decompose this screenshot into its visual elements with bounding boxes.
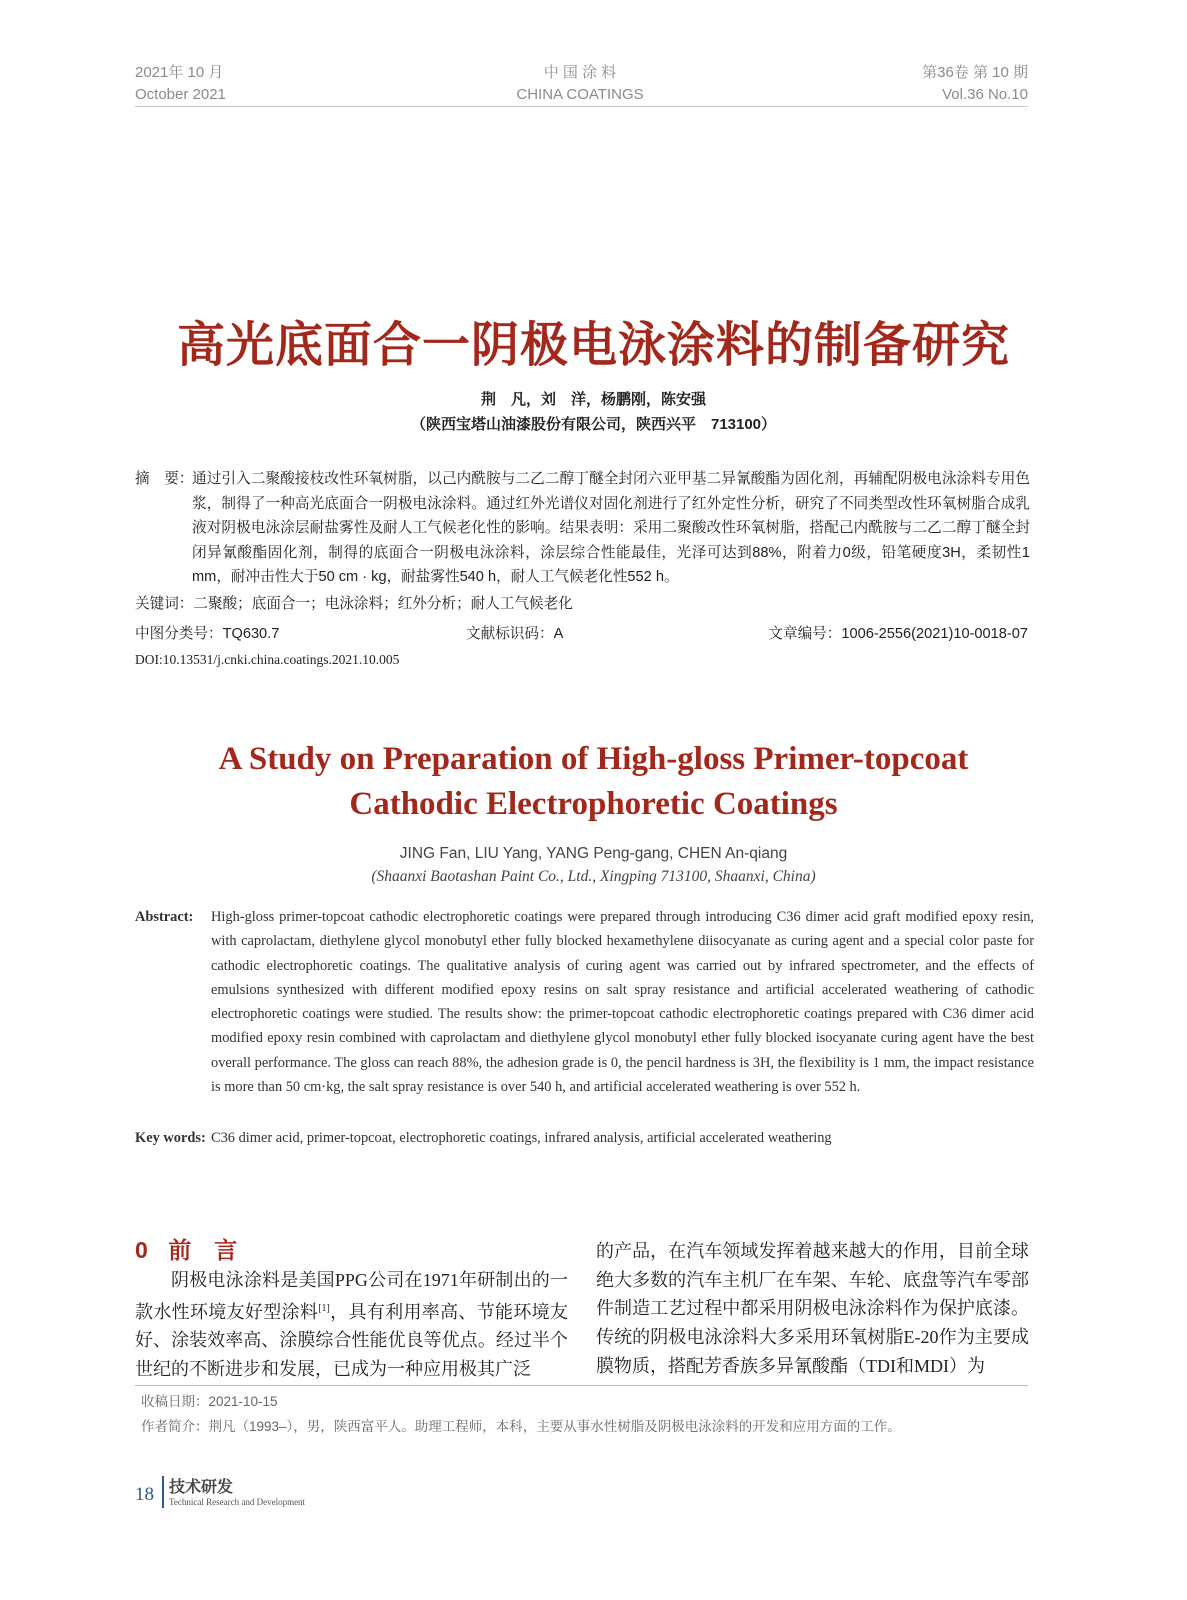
header-volume-en: Vol.36 No.10 bbox=[942, 86, 1028, 103]
abstract-cn-text: 通过引入二聚酸接枝改性环氧树脂，以己内酰胺与二乙二醇丁醚全封闭六亚甲基二异氰酸酯为固化剂，再辅配阴极电泳涂料专用色浆，制得了一种高光底面合一阴极电泳涂料。通过红外光谱仪对固化剂进行了红外定性分析，研究了不同类型改性环氧树脂合成乳液对阴极电泳涂层耐盐雾性及耐人工气候老化性的影响。结果表明：采用二聚酸改性环氧树脂，搭配己内酰胺与二乙二醇丁醚全封闭异氰酸酯固化剂，制得的底面合一阴极电泳涂料，涂层综合性能最佳，光泽可达到88%，附着力0级，铅笔硬度3H，柔韧性1 mm，耐冲击性大于50 cm · kg，耐盐雾性540 h，耐人工气候老化性552 h。 bbox=[192, 471, 1030, 585]
footer-section-en: Technical Research and Development bbox=[169, 1497, 306, 1507]
abstract-en-text: High-gloss primer-topcoat cathodic electrophoretic coatings were prepared through introducing C36 dimer acid graft modified epoxy resin, with caprolactam, diethylene glycol monobutyl ether fully blocked hexamethylene diisocyanate as curing agent and a special color paste for cathodic electrophoretic coatings. The qualitative analysis of curing agent was carried out by infrared spectrometer, and the effects of emulsions synthesized with different modified epoxy resins on salt spray resistance and artificial accelerated weathering of cathodic electrophoretic coatings were studied. The results show: the primer-topcoat cathodic electrophoretic coatings prepared with C36 dimer acid modified epoxy resin combined with caprolactam and diethylene glycol monobutyl ether fully blocked isocyanate curing agent have the best overall performance. The gloss can reach 88%, the adhesion grade is 0, the pencil hardness is 3H, the flexibility is 1 mm, the impact resistance is more than 50 cm·kg, the salt spray resistance is over 540 h, and artificial accelerated weathering is over 552 h. bbox=[211, 909, 1034, 1096]
authors-cn: 荆 凡，刘 洋，杨鹏刚，陈安强 bbox=[480, 391, 706, 408]
received-date: 收稿日期：2021-10-15 bbox=[141, 1394, 278, 1409]
header-divider bbox=[135, 106, 1028, 107]
title-en-line-2: Cathodic Electrophoretic Coatings bbox=[349, 786, 838, 822]
header-journal-en: CHINA COATINGS bbox=[516, 86, 644, 103]
classification: 中图分类号：TQ630.7 bbox=[135, 626, 280, 642]
citation-ref[interactable]: [1] bbox=[318, 1302, 330, 1314]
keywords-cn: 关键词：二聚酸；底面合一；电泳涂料；红外分析；耐人工气候老化 bbox=[135, 596, 573, 612]
header-volume-cn: 第36卷 第 10 期 bbox=[922, 64, 1028, 81]
header-date-en: October 2021 bbox=[135, 86, 226, 103]
section-title: 前 言 bbox=[168, 1237, 238, 1263]
doc-code: 文献标识码：A bbox=[466, 626, 564, 642]
body-text: ，具有利用率高、节能环境友好、涂装效率高、涂膜综合性能优良等优点。经过半个世纪的不断进步和发展，已成为一种应用极其广泛 bbox=[135, 1301, 569, 1380]
title-en bbox=[0, 737, 1187, 827]
abstract-cn-label: 摘 要： bbox=[135, 471, 194, 487]
header-volume bbox=[922, 62, 1028, 106]
doi: DOI:10.13531/j.cnki.china.coatings.2021.10.005 bbox=[135, 652, 400, 667]
affiliation-cn: （陕西宝塔山油漆股份有限公司，陕西兴平 713100） bbox=[410, 416, 777, 433]
keywords-en-text: C36 dimer acid, primer-topcoat, electrophoretic coatings, infrared analysis, artificial accelerated weathering bbox=[211, 1130, 832, 1146]
body-right-column: 的产品，在汽车领域发挥着越来越大的作用，目前全球绝大多数的汽车主机厂在车架、车轮、底盘等汽车零部件制造工艺过程中都采用阴极电泳涂料作为保护底漆。传统的阴极电泳涂料大多采用环氧树脂E-20作为主要成膜物质，搭配芳香族多异氰酸酯（TDI和MDI）为 bbox=[596, 1241, 1029, 1376]
title-en-line-1: A Study on Preparation of High-gloss Primer-topcoat bbox=[218, 741, 969, 777]
article-number: 文章编号：1006-2556(2021)10-0018-07 bbox=[768, 626, 1028, 642]
header-date bbox=[135, 62, 226, 106]
author-bio: 作者简介：荆凡（1993–），男，陕西富平人。助理工程师，本科，主要从事水性树脂及阴极电泳涂料的开发和应用方面的工作。 bbox=[141, 1419, 901, 1434]
title-cn: 高光底面合一阴极电泳涂料的制备研究 bbox=[176, 319, 1010, 372]
header-date-cn: 2021年 10 月 bbox=[135, 64, 224, 81]
affiliation-en: (Shaanxi Baotashan Paint Co., Ltd., Xingping 713100, Shaanxi, China) bbox=[371, 868, 816, 885]
section-number: 0 bbox=[135, 1237, 148, 1263]
body-left-column bbox=[135, 1266, 568, 1384]
section-heading bbox=[135, 1232, 237, 1265]
page-number: 18 bbox=[135, 1484, 154, 1505]
authors-en: JING Fan, LIU Yang, YANG Peng-gang, CHEN An-qiang bbox=[399, 845, 788, 862]
footer-bar bbox=[162, 1476, 164, 1508]
header-journal-cn: 中 国 涂 料 bbox=[543, 64, 617, 81]
header-journal bbox=[430, 62, 730, 106]
abstract-en-label: Abstract: bbox=[135, 909, 194, 925]
body-text: 阴极电泳涂料是美国PPG公司在1971年研制出的一款水性环境友好型涂料 bbox=[135, 1270, 568, 1322]
footer-section-cn: 技术研发 bbox=[169, 1479, 234, 1496]
footnote-divider bbox=[135, 1385, 1028, 1386]
keywords-en-label: Key words: bbox=[135, 1130, 206, 1146]
